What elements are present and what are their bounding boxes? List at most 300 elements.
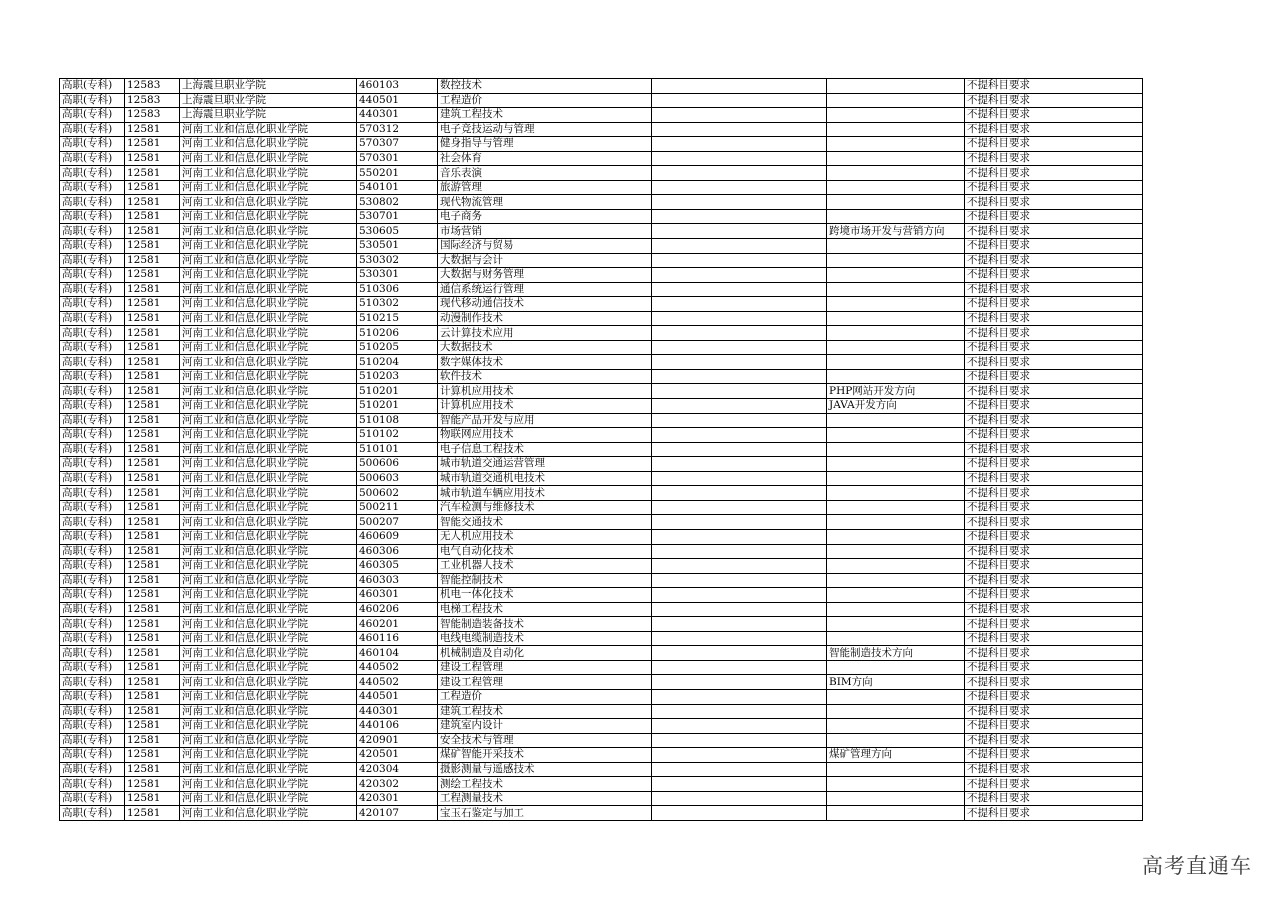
major-name-cell: 智能产品开发与应用 (438, 413, 652, 428)
direction-cell (827, 428, 965, 443)
direction-cell (827, 151, 965, 166)
major-name-cell: 电子竞技运动与管理 (438, 122, 652, 137)
subject-requirement-cell: 不提科目要求 (965, 777, 1143, 792)
major-code-cell: 420301 (357, 791, 438, 806)
school-name-cell: 河南工业和信息化职业学院 (180, 137, 357, 152)
direction-cell (827, 355, 965, 370)
level-cell: 高职(专科) (60, 471, 125, 486)
school-name-cell: 河南工业和信息化职业学院 (180, 515, 357, 530)
school-name-cell: 河南工业和信息化职业学院 (180, 762, 357, 777)
table-row (60, 559, 1143, 574)
school-code-cell: 12581 (125, 137, 180, 152)
blank-cell (652, 399, 827, 414)
school-name-cell: 河南工业和信息化职业学院 (180, 195, 357, 210)
blank-cell (652, 806, 827, 821)
direction-cell (827, 239, 965, 254)
direction-cell (827, 137, 965, 152)
school-code-cell: 12581 (125, 471, 180, 486)
school-name-cell: 河南工业和信息化职业学院 (180, 282, 357, 297)
table-row (60, 224, 1143, 239)
major-code-cell: 460103 (357, 79, 438, 94)
school-name-cell: 河南工业和信息化职业学院 (180, 369, 357, 384)
subject-requirement-cell: 不提科目要求 (965, 748, 1143, 763)
major-name-cell: 现代移动通信技术 (438, 297, 652, 312)
subject-requirement-cell: 不提科目要求 (965, 442, 1143, 457)
major-code-cell: 460305 (357, 559, 438, 574)
direction-cell (827, 559, 965, 574)
major-code-cell: 530501 (357, 239, 438, 254)
direction-cell (827, 282, 965, 297)
major-code-cell: 550201 (357, 166, 438, 181)
blank-cell (652, 137, 827, 152)
major-code-cell: 570307 (357, 137, 438, 152)
major-code-cell: 500602 (357, 486, 438, 501)
level-cell: 高职(专科) (60, 631, 125, 646)
major-code-cell: 460104 (357, 646, 438, 661)
subject-requirement-cell: 不提科目要求 (965, 762, 1143, 777)
level-cell: 高职(专科) (60, 297, 125, 312)
major-name-cell: 智能控制技术 (438, 573, 652, 588)
major-name-cell: 云计算技术应用 (438, 326, 652, 341)
blank-cell (652, 413, 827, 428)
school-code-cell: 12581 (125, 675, 180, 690)
major-name-cell: 建筑工程技术 (438, 704, 652, 719)
school-code-cell: 12581 (125, 442, 180, 457)
level-cell: 高职(专科) (60, 515, 125, 530)
subject-requirement-cell: 不提科目要求 (965, 689, 1143, 704)
major-name-cell: 建筑工程技术 (438, 108, 652, 123)
subject-requirement-cell: 不提科目要求 (965, 675, 1143, 690)
subject-requirement-cell: 不提科目要求 (965, 326, 1143, 341)
level-cell: 高职(专科) (60, 442, 125, 457)
level-cell: 高职(专科) (60, 137, 125, 152)
subject-requirement-cell: 不提科目要求 (965, 515, 1143, 530)
major-code-cell: 540101 (357, 180, 438, 195)
table-row (60, 326, 1143, 341)
school-name-cell: 河南工业和信息化职业学院 (180, 719, 357, 734)
school-name-cell: 河南工业和信息化职业学院 (180, 239, 357, 254)
subject-requirement-cell: 不提科目要求 (965, 500, 1143, 515)
level-cell: 高职(专科) (60, 500, 125, 515)
major-name-cell: 电梯工程技术 (438, 602, 652, 617)
level-cell: 高职(专科) (60, 195, 125, 210)
level-cell: 高职(专科) (60, 311, 125, 326)
direction-cell (827, 515, 965, 530)
school-code-cell: 12581 (125, 486, 180, 501)
subject-requirement-cell: 不提科目要求 (965, 137, 1143, 152)
level-cell: 高职(专科) (60, 151, 125, 166)
direction-cell (827, 253, 965, 268)
major-name-cell: 工程测量技术 (438, 791, 652, 806)
blank-cell (652, 515, 827, 530)
direction-cell (827, 529, 965, 544)
blank-cell (652, 79, 827, 94)
subject-requirement-cell: 不提科目要求 (965, 108, 1143, 123)
school-name-cell: 河南工业和信息化职业学院 (180, 544, 357, 559)
table-row (60, 369, 1143, 384)
school-code-cell: 12581 (125, 326, 180, 341)
subject-requirement-cell: 不提科目要求 (965, 180, 1143, 195)
table-row (60, 268, 1143, 283)
major-name-cell: 市场营销 (438, 224, 652, 239)
school-name-cell: 河南工业和信息化职业学院 (180, 471, 357, 486)
table-row (60, 399, 1143, 414)
subject-requirement-cell: 不提科目要求 (965, 617, 1143, 632)
school-code-cell: 12581 (125, 617, 180, 632)
major-name-cell: 电子信息工程技术 (438, 442, 652, 457)
level-cell: 高职(专科) (60, 529, 125, 544)
school-name-cell: 河南工业和信息化职业学院 (180, 529, 357, 544)
table-row (60, 137, 1143, 152)
school-code-cell: 12581 (125, 369, 180, 384)
direction-cell (827, 93, 965, 108)
major-code-cell: 510302 (357, 297, 438, 312)
admission-requirements-table (59, 78, 1143, 821)
level-cell: 高职(专科) (60, 588, 125, 603)
school-code-cell: 12581 (125, 195, 180, 210)
level-cell: 高职(专科) (60, 777, 125, 792)
major-name-cell: 机电一体化技术 (438, 588, 652, 603)
school-code-cell: 12581 (125, 704, 180, 719)
school-name-cell: 河南工业和信息化职业学院 (180, 791, 357, 806)
blank-cell (652, 733, 827, 748)
school-code-cell: 12581 (125, 777, 180, 792)
major-code-cell: 500207 (357, 515, 438, 530)
direction-cell: 跨境市场开发与营销方向 (827, 224, 965, 239)
blank-cell (652, 122, 827, 137)
blank-cell (652, 311, 827, 326)
school-code-cell: 12581 (125, 122, 180, 137)
table-row (60, 355, 1143, 370)
major-code-cell: 440301 (357, 704, 438, 719)
direction-cell (827, 544, 965, 559)
direction-cell (827, 719, 965, 734)
school-code-cell: 12581 (125, 544, 180, 559)
direction-cell (827, 369, 965, 384)
blank-cell (652, 151, 827, 166)
table-row (60, 180, 1143, 195)
school-code-cell: 12581 (125, 515, 180, 530)
major-code-cell: 510108 (357, 413, 438, 428)
level-cell: 高职(专科) (60, 413, 125, 428)
subject-requirement-cell: 不提科目要求 (965, 602, 1143, 617)
subject-requirement-cell: 不提科目要求 (965, 544, 1143, 559)
blank-cell (652, 544, 827, 559)
school-name-cell: 河南工业和信息化职业学院 (180, 646, 357, 661)
table-row (60, 93, 1143, 108)
level-cell: 高职(专科) (60, 108, 125, 123)
school-code-cell: 12583 (125, 93, 180, 108)
school-name-cell: 河南工业和信息化职业学院 (180, 588, 357, 603)
major-name-cell: 健身指导与管理 (438, 137, 652, 152)
major-code-cell: 440106 (357, 719, 438, 734)
subject-requirement-cell: 不提科目要求 (965, 166, 1143, 181)
level-cell: 高职(专科) (60, 268, 125, 283)
level-cell: 高职(专科) (60, 326, 125, 341)
blank-cell (652, 428, 827, 443)
level-cell: 高职(专科) (60, 428, 125, 443)
major-code-cell: 510204 (357, 355, 438, 370)
school-code-cell: 12581 (125, 428, 180, 443)
table-row (60, 195, 1143, 210)
subject-requirement-cell: 不提科目要求 (965, 384, 1143, 399)
level-cell: 高职(专科) (60, 733, 125, 748)
major-code-cell: 510201 (357, 384, 438, 399)
direction-cell (827, 631, 965, 646)
major-code-cell: 500603 (357, 471, 438, 486)
table-row (60, 529, 1143, 544)
school-code-cell: 12581 (125, 689, 180, 704)
school-name-cell: 河南工业和信息化职业学院 (180, 777, 357, 792)
school-code-cell: 12581 (125, 660, 180, 675)
major-code-cell: 460201 (357, 617, 438, 632)
level-cell: 高职(专科) (60, 369, 125, 384)
school-code-cell: 12581 (125, 500, 180, 515)
major-code-cell: 420107 (357, 806, 438, 821)
level-cell: 高职(专科) (60, 239, 125, 254)
major-name-cell: 无人机应用技术 (438, 529, 652, 544)
blank-cell (652, 282, 827, 297)
school-code-cell: 12581 (125, 806, 180, 821)
level-cell: 高职(专科) (60, 689, 125, 704)
table-row (60, 748, 1143, 763)
direction-cell: JAVA开发方向 (827, 399, 965, 414)
blank-cell (652, 180, 827, 195)
blank-cell (652, 675, 827, 690)
major-name-cell: 计算机应用技术 (438, 384, 652, 399)
level-cell: 高职(专科) (60, 748, 125, 763)
blank-cell (652, 631, 827, 646)
table-row (60, 544, 1143, 559)
major-code-cell: 460206 (357, 602, 438, 617)
level-cell: 高职(专科) (60, 559, 125, 574)
level-cell: 高职(专科) (60, 719, 125, 734)
major-name-cell: 机械制造及自动化 (438, 646, 652, 661)
blank-cell (652, 369, 827, 384)
school-code-cell: 12581 (125, 180, 180, 195)
blank-cell (652, 646, 827, 661)
level-cell: 高职(专科) (60, 762, 125, 777)
level-cell: 高职(专科) (60, 660, 125, 675)
subject-requirement-cell: 不提科目要求 (965, 195, 1143, 210)
subject-requirement-cell: 不提科目要求 (965, 355, 1143, 370)
major-name-cell: 智能制造装备技术 (438, 617, 652, 632)
school-code-cell: 12581 (125, 297, 180, 312)
level-cell: 高职(专科) (60, 166, 125, 181)
school-code-cell: 12581 (125, 384, 180, 399)
school-name-cell: 河南工业和信息化职业学院 (180, 442, 357, 457)
table-row (60, 646, 1143, 661)
direction-cell (827, 195, 965, 210)
major-code-cell: 510203 (357, 369, 438, 384)
major-code-cell: 530701 (357, 209, 438, 224)
level-cell: 高职(专科) (60, 457, 125, 472)
level-cell: 高职(专科) (60, 79, 125, 94)
blank-cell (652, 791, 827, 806)
major-code-cell: 510306 (357, 282, 438, 297)
subject-requirement-cell: 不提科目要求 (965, 559, 1143, 574)
school-code-cell: 12581 (125, 762, 180, 777)
direction-cell (827, 660, 965, 675)
school-name-cell: 河南工业和信息化职业学院 (180, 660, 357, 675)
subject-requirement-cell: 不提科目要求 (965, 719, 1143, 734)
table-row (60, 660, 1143, 675)
blank-cell (652, 268, 827, 283)
direction-cell (827, 268, 965, 283)
major-code-cell: 510102 (357, 428, 438, 443)
school-name-cell: 上海震旦职业学院 (180, 79, 357, 94)
table-row (60, 791, 1143, 806)
blank-cell (652, 239, 827, 254)
subject-requirement-cell: 不提科目要求 (965, 340, 1143, 355)
level-cell: 高职(专科) (60, 355, 125, 370)
major-code-cell: 570312 (357, 122, 438, 137)
subject-requirement-cell: 不提科目要求 (965, 733, 1143, 748)
subject-requirement-cell: 不提科目要求 (965, 399, 1143, 414)
level-cell: 高职(专科) (60, 93, 125, 108)
major-name-cell: 建设工程管理 (438, 675, 652, 690)
level-cell: 高职(专科) (60, 675, 125, 690)
school-name-cell: 河南工业和信息化职业学院 (180, 297, 357, 312)
blank-cell (652, 471, 827, 486)
direction-cell (827, 297, 965, 312)
direction-cell (827, 733, 965, 748)
major-name-cell: 电气自动化技术 (438, 544, 652, 559)
major-code-cell: 530301 (357, 268, 438, 283)
school-name-cell: 河南工业和信息化职业学院 (180, 122, 357, 137)
school-name-cell: 河南工业和信息化职业学院 (180, 806, 357, 821)
subject-requirement-cell: 不提科目要求 (965, 660, 1143, 675)
school-code-cell: 12581 (125, 253, 180, 268)
subject-requirement-cell: 不提科目要求 (965, 239, 1143, 254)
major-code-cell: 440501 (357, 93, 438, 108)
subject-requirement-cell: 不提科目要求 (965, 268, 1143, 283)
subject-requirement-cell: 不提科目要求 (965, 151, 1143, 166)
subject-requirement-cell: 不提科目要求 (965, 122, 1143, 137)
major-name-cell: 煤矿智能开采技术 (438, 748, 652, 763)
major-name-cell: 软件技术 (438, 369, 652, 384)
major-name-cell: 旅游管理 (438, 180, 652, 195)
level-cell: 高职(专科) (60, 791, 125, 806)
major-code-cell: 420901 (357, 733, 438, 748)
major-name-cell: 城市轨道交通运营管理 (438, 457, 652, 472)
school-code-cell: 12581 (125, 631, 180, 646)
direction-cell (827, 486, 965, 501)
school-name-cell: 河南工业和信息化职业学院 (180, 748, 357, 763)
major-code-cell: 460306 (357, 544, 438, 559)
major-name-cell: 通信系统运行管理 (438, 282, 652, 297)
level-cell: 高职(专科) (60, 544, 125, 559)
major-name-cell: 物联网应用技术 (438, 428, 652, 443)
blank-cell (652, 355, 827, 370)
table-row (60, 108, 1143, 123)
major-name-cell: 电线电缆制造技术 (438, 631, 652, 646)
direction-cell (827, 791, 965, 806)
school-name-cell: 河南工业和信息化职业学院 (180, 675, 357, 690)
table-row (60, 428, 1143, 443)
major-code-cell: 510101 (357, 442, 438, 457)
direction-cell (827, 762, 965, 777)
major-name-cell: 建设工程管理 (438, 660, 652, 675)
blank-cell (652, 500, 827, 515)
major-code-cell: 460609 (357, 529, 438, 544)
level-cell: 高职(专科) (60, 617, 125, 632)
blank-cell (652, 704, 827, 719)
level-cell: 高职(专科) (60, 209, 125, 224)
school-name-cell: 河南工业和信息化职业学院 (180, 733, 357, 748)
blank-cell (652, 689, 827, 704)
table-row (60, 762, 1143, 777)
major-name-cell: 汽车检测与维修技术 (438, 500, 652, 515)
school-name-cell: 河南工业和信息化职业学院 (180, 689, 357, 704)
table-row (60, 486, 1143, 501)
school-name-cell: 河南工业和信息化职业学院 (180, 311, 357, 326)
blank-cell (652, 573, 827, 588)
school-code-cell: 12581 (125, 311, 180, 326)
subject-requirement-cell: 不提科目要求 (965, 282, 1143, 297)
table-row (60, 457, 1143, 472)
major-code-cell: 420501 (357, 748, 438, 763)
table-row (60, 733, 1143, 748)
major-name-cell: 建筑室内设计 (438, 719, 652, 734)
major-code-cell: 420302 (357, 777, 438, 792)
major-code-cell: 420304 (357, 762, 438, 777)
level-cell: 高职(专科) (60, 399, 125, 414)
major-code-cell: 530802 (357, 195, 438, 210)
direction-cell (827, 209, 965, 224)
direction-cell (827, 617, 965, 632)
school-code-cell: 12581 (125, 559, 180, 574)
blank-cell (652, 209, 827, 224)
major-code-cell: 570301 (357, 151, 438, 166)
school-code-cell: 12581 (125, 282, 180, 297)
school-name-cell: 河南工业和信息化职业学院 (180, 428, 357, 443)
major-name-cell: 数控技术 (438, 79, 652, 94)
blank-cell (652, 442, 827, 457)
table-row (60, 631, 1143, 646)
subject-requirement-cell: 不提科目要求 (965, 791, 1143, 806)
school-name-cell: 河南工业和信息化职业学院 (180, 399, 357, 414)
direction-cell (827, 806, 965, 821)
major-name-cell: 大数据与财务管理 (438, 268, 652, 283)
school-code-cell: 12581 (125, 340, 180, 355)
major-code-cell: 530302 (357, 253, 438, 268)
major-code-cell: 510206 (357, 326, 438, 341)
subject-requirement-cell: 不提科目要求 (965, 573, 1143, 588)
table-row (60, 340, 1143, 355)
school-name-cell: 河南工业和信息化职业学院 (180, 384, 357, 399)
subject-requirement-cell: 不提科目要求 (965, 79, 1143, 94)
school-name-cell: 河南工业和信息化职业学院 (180, 355, 357, 370)
subject-requirement-cell: 不提科目要求 (965, 311, 1143, 326)
major-name-cell: 工程造价 (438, 689, 652, 704)
direction-cell (827, 704, 965, 719)
direction-cell: BIM方向 (827, 675, 965, 690)
direction-cell (827, 122, 965, 137)
school-name-cell: 河南工业和信息化职业学院 (180, 413, 357, 428)
school-name-cell: 河南工业和信息化职业学院 (180, 340, 357, 355)
direction-cell (827, 108, 965, 123)
direction-cell (827, 471, 965, 486)
school-name-cell: 河南工业和信息化职业学院 (180, 253, 357, 268)
school-code-cell: 12581 (125, 166, 180, 181)
direction-cell (827, 573, 965, 588)
school-name-cell: 河南工业和信息化职业学院 (180, 704, 357, 719)
level-cell: 高职(专科) (60, 602, 125, 617)
school-name-cell: 河南工业和信息化职业学院 (180, 617, 357, 632)
subject-requirement-cell: 不提科目要求 (965, 428, 1143, 443)
major-code-cell: 440501 (357, 689, 438, 704)
